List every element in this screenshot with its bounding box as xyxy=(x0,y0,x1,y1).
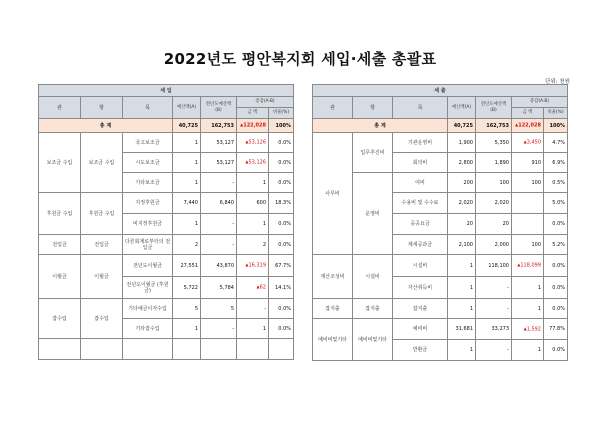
col-header-change: 증감(A-B) xyxy=(237,97,294,108)
change-amount-cell: 1 xyxy=(237,214,269,235)
budget-cell: 20 xyxy=(448,214,476,235)
budget-cell: 27,551 xyxy=(173,255,201,277)
budget-cell: 5,722 xyxy=(173,277,201,299)
change-amount-cell: 100 xyxy=(512,173,544,193)
change-amount-cell: ▲118,099 xyxy=(512,255,544,277)
col-header-ratio: 비율(%) xyxy=(269,108,294,119)
table-row xyxy=(313,319,568,340)
change-ratio-cell: 0.0% xyxy=(269,299,294,319)
prev-cell: 100 xyxy=(476,173,512,193)
col-header-prev-budget: 전년도예산액 (B) xyxy=(476,97,512,119)
change-amount-cell: ▲3,450 xyxy=(512,133,544,153)
total-budget: 40,725 xyxy=(173,119,201,133)
budget-cell: 2,020 xyxy=(448,193,476,214)
change-amount-cell: - xyxy=(237,299,269,319)
col-header-hang: 항 xyxy=(81,97,123,119)
section-header-expenditure: 세 출 xyxy=(313,85,568,97)
change-amount-cell: ▲1,592 xyxy=(512,319,544,340)
change-ratio-cell: 67.7% xyxy=(269,255,294,277)
change-amount-cell: ▲62 xyxy=(237,277,269,299)
kwan-cell: 보조금 수입 xyxy=(39,133,81,193)
mok-cell: 자산취득비 xyxy=(393,277,448,299)
total-row xyxy=(313,119,568,133)
budget-cell: 5 xyxy=(173,299,201,319)
mok-cell: 전년도이월금 xyxy=(123,255,173,277)
mok-cell: 회의비 xyxy=(393,153,448,173)
budget-cell: 31,681 xyxy=(448,319,476,340)
total-budget: 40,725 xyxy=(448,119,476,133)
mok-cell: 공공요금 xyxy=(393,214,448,235)
mok-cell: 시설비 xyxy=(393,255,448,277)
change-ratio-cell: 14.1% xyxy=(269,277,294,299)
prev-cell: 20 xyxy=(476,214,512,235)
change-ratio-cell: 0.0% xyxy=(269,173,294,193)
kwan-cell: 잡수입 xyxy=(39,299,81,339)
kwan-cell: 전입금 xyxy=(39,235,81,255)
change-ratio-cell: 4.7% xyxy=(544,133,568,153)
change-amount-cell xyxy=(512,193,544,214)
budget-cell: 1 xyxy=(173,319,201,339)
prev-cell: - xyxy=(201,214,237,235)
mok-cell: 여비 xyxy=(393,173,448,193)
table-row xyxy=(313,133,568,153)
change-ratio-cell: 0.0% xyxy=(269,235,294,255)
change-ratio-cell: 5.0% xyxy=(544,193,568,214)
prev-cell: 5 xyxy=(201,299,237,319)
hang-cell: 시설비 xyxy=(353,255,393,299)
budget-cell: 2 xyxy=(173,235,201,255)
prev-cell: 2,000 xyxy=(476,235,512,255)
budget-cell: 1 xyxy=(173,133,201,153)
hang-cell: 보조금 수입 xyxy=(81,133,123,193)
change-amount-cell xyxy=(512,214,544,235)
col-header-mok: 목 xyxy=(123,97,173,119)
hang-cell: 잡수입 xyxy=(81,299,123,339)
change-amount-cell: 2 xyxy=(237,235,269,255)
prev-cell: 2,020 xyxy=(476,193,512,214)
mok-cell: 다른회계로부터의 전입금 xyxy=(123,235,173,255)
document-title: 2022년도 평안복지회 세입·세출 총괄표 xyxy=(163,50,437,68)
kwan-cell: 잡지출 xyxy=(313,299,353,319)
change-ratio-cell: 0.5% xyxy=(544,173,568,193)
col-header-hang: 항 xyxy=(353,97,393,119)
change-amount-cell: 1 xyxy=(512,299,544,319)
change-amount-cell: ▲53,126 xyxy=(237,153,269,173)
prev-cell: 5,784 xyxy=(201,277,237,299)
mok-cell: 제세공과금 xyxy=(393,235,448,255)
change-ratio-cell: 0.0% xyxy=(544,299,568,319)
change-ratio-cell: 5.2% xyxy=(544,235,568,255)
change-ratio-cell: 0.0% xyxy=(269,153,294,173)
prev-cell: 53,127 xyxy=(201,133,237,153)
budget-cell: 1 xyxy=(173,214,201,235)
empty-row xyxy=(39,339,294,360)
prev-cell: 6,840 xyxy=(201,193,237,214)
mok-cell: 기타잡수입 xyxy=(123,319,173,339)
change-amount-cell: 100 xyxy=(512,235,544,255)
change-amount-cell: 600 xyxy=(237,193,269,214)
change-amount-cell: 1 xyxy=(512,340,544,361)
unit-label: 단위: 천원 xyxy=(545,79,570,85)
hang-cell: 후원금 수입 xyxy=(81,193,123,235)
col-header-mok: 목 xyxy=(393,97,448,119)
mok-cell: 기타예금이자수입 xyxy=(123,299,173,319)
col-header-amount: 금 액 xyxy=(512,108,544,119)
prev-cell: 53,127 xyxy=(201,153,237,173)
mok-cell: 지정후원금 xyxy=(123,193,173,214)
kwan-cell: 사무비 xyxy=(313,133,353,255)
budget-cell: 1,900 xyxy=(448,133,476,153)
mok-cell: 전년도이월금 (후원금) xyxy=(123,277,173,299)
mok-cell: 잡지출 xyxy=(393,299,448,319)
hang-cell: 예비비및기타 xyxy=(353,319,393,361)
col-header-change: 증감(A-B) xyxy=(512,97,568,108)
prev-cell: - xyxy=(201,319,237,339)
change-amount-cell: 1 xyxy=(512,277,544,299)
prev-cell: - xyxy=(476,277,512,299)
kwan-cell: 후원금 수입 xyxy=(39,193,81,235)
prev-cell: 33,273 xyxy=(476,319,512,340)
mok-cell: 반환금 xyxy=(393,340,448,361)
prev-cell: 43,870 xyxy=(201,255,237,277)
prev-cell: - xyxy=(201,235,237,255)
change-amount-cell: 1 xyxy=(237,173,269,193)
col-header-prev-budget: 전년도예산액 (B) xyxy=(201,97,237,119)
prev-cell: 5,350 xyxy=(476,133,512,153)
mok-cell: 기타보조금 xyxy=(123,173,173,193)
col-header-kwan: 관 xyxy=(39,97,81,119)
total-change-amount: ▲122,028 xyxy=(512,119,544,133)
budget-cell: 200 xyxy=(448,173,476,193)
col-header-amount: 금 액 xyxy=(237,108,269,119)
budget-cell: 2,100 xyxy=(448,235,476,255)
table-row xyxy=(39,235,294,255)
table-row xyxy=(313,299,568,319)
col-header-budget: 예산액(A) xyxy=(448,97,476,119)
hang-cell: 업무추진비 xyxy=(353,133,393,173)
mok-cell: 비지정후원금 xyxy=(123,214,173,235)
mok-cell: 시도보조금 xyxy=(123,153,173,173)
budget-cell: 1 xyxy=(448,277,476,299)
total-change-amount: ▲122,028 xyxy=(237,119,269,133)
table-row xyxy=(313,255,568,277)
budget-cell: 2,800 xyxy=(448,153,476,173)
total-label: 총 계 xyxy=(39,119,173,133)
hang-cell: 전입금 xyxy=(81,235,123,255)
total-change-ratio: 100% xyxy=(544,119,568,133)
change-ratio-cell: 0.0% xyxy=(544,277,568,299)
budget-cell: 1 xyxy=(448,340,476,361)
table-row xyxy=(39,299,294,319)
mok-cell: 기관운영비 xyxy=(393,133,448,153)
change-ratio-cell: 0.0% xyxy=(269,214,294,235)
table-row xyxy=(39,133,294,153)
budget-cell: 7,440 xyxy=(173,193,201,214)
mok-cell: 수용비 및 수수료 xyxy=(393,193,448,214)
change-amount-cell: 1 xyxy=(237,319,269,339)
change-ratio-cell: 6.9% xyxy=(544,153,568,173)
section-header-revenue: 세 입 xyxy=(39,85,294,97)
hang-cell: 잡지출 xyxy=(353,299,393,319)
change-amount-cell: ▲53,126 xyxy=(237,133,269,153)
prev-cell: - xyxy=(476,299,512,319)
total-row xyxy=(39,119,294,133)
revenue-table xyxy=(38,84,294,360)
budget-cell: 1 xyxy=(448,255,476,277)
expenditure-table xyxy=(312,84,568,361)
change-ratio-cell: 18.3% xyxy=(269,193,294,214)
change-ratio-cell: 0.0% xyxy=(544,214,568,235)
kwan-cell: 재산조성비 xyxy=(313,255,353,299)
total-prev: 162,753 xyxy=(201,119,237,133)
change-ratio-cell: 0.0% xyxy=(269,133,294,153)
col-header-ratio: 비율(%) xyxy=(544,108,568,119)
hang-cell: 이월금 xyxy=(81,255,123,299)
prev-cell: - xyxy=(476,340,512,361)
total-label: 총 계 xyxy=(313,119,448,133)
change-amount-cell: ▲16,319 xyxy=(237,255,269,277)
kwan-cell: 이월금 xyxy=(39,255,81,299)
change-ratio-cell: 77.8% xyxy=(544,319,568,340)
budget-cell: 1 xyxy=(448,299,476,319)
mok-cell: 국고보조금 xyxy=(123,133,173,153)
table-row xyxy=(39,193,294,214)
change-ratio-cell: 0.0% xyxy=(269,319,294,339)
mok-cell: 예비비 xyxy=(393,319,448,340)
prev-cell: 1,890 xyxy=(476,153,512,173)
col-header-kwan: 관 xyxy=(313,97,353,119)
col-header-budget: 예산액(A) xyxy=(173,97,201,119)
total-change-ratio: 100% xyxy=(269,119,294,133)
budget-cell: 1 xyxy=(173,153,201,173)
kwan-cell: 예비비및기타 xyxy=(313,319,353,361)
prev-cell: 118,100 xyxy=(476,255,512,277)
prev-cell: - xyxy=(201,173,237,193)
budget-cell: 1 xyxy=(173,173,201,193)
table-row xyxy=(39,255,294,277)
hang-cell: 운영비 xyxy=(353,173,393,255)
change-ratio-cell: 0.0% xyxy=(544,340,568,361)
total-prev: 162,753 xyxy=(476,119,512,133)
change-ratio-cell: 0.0% xyxy=(544,255,568,277)
change-amount-cell: 910 xyxy=(512,153,544,173)
